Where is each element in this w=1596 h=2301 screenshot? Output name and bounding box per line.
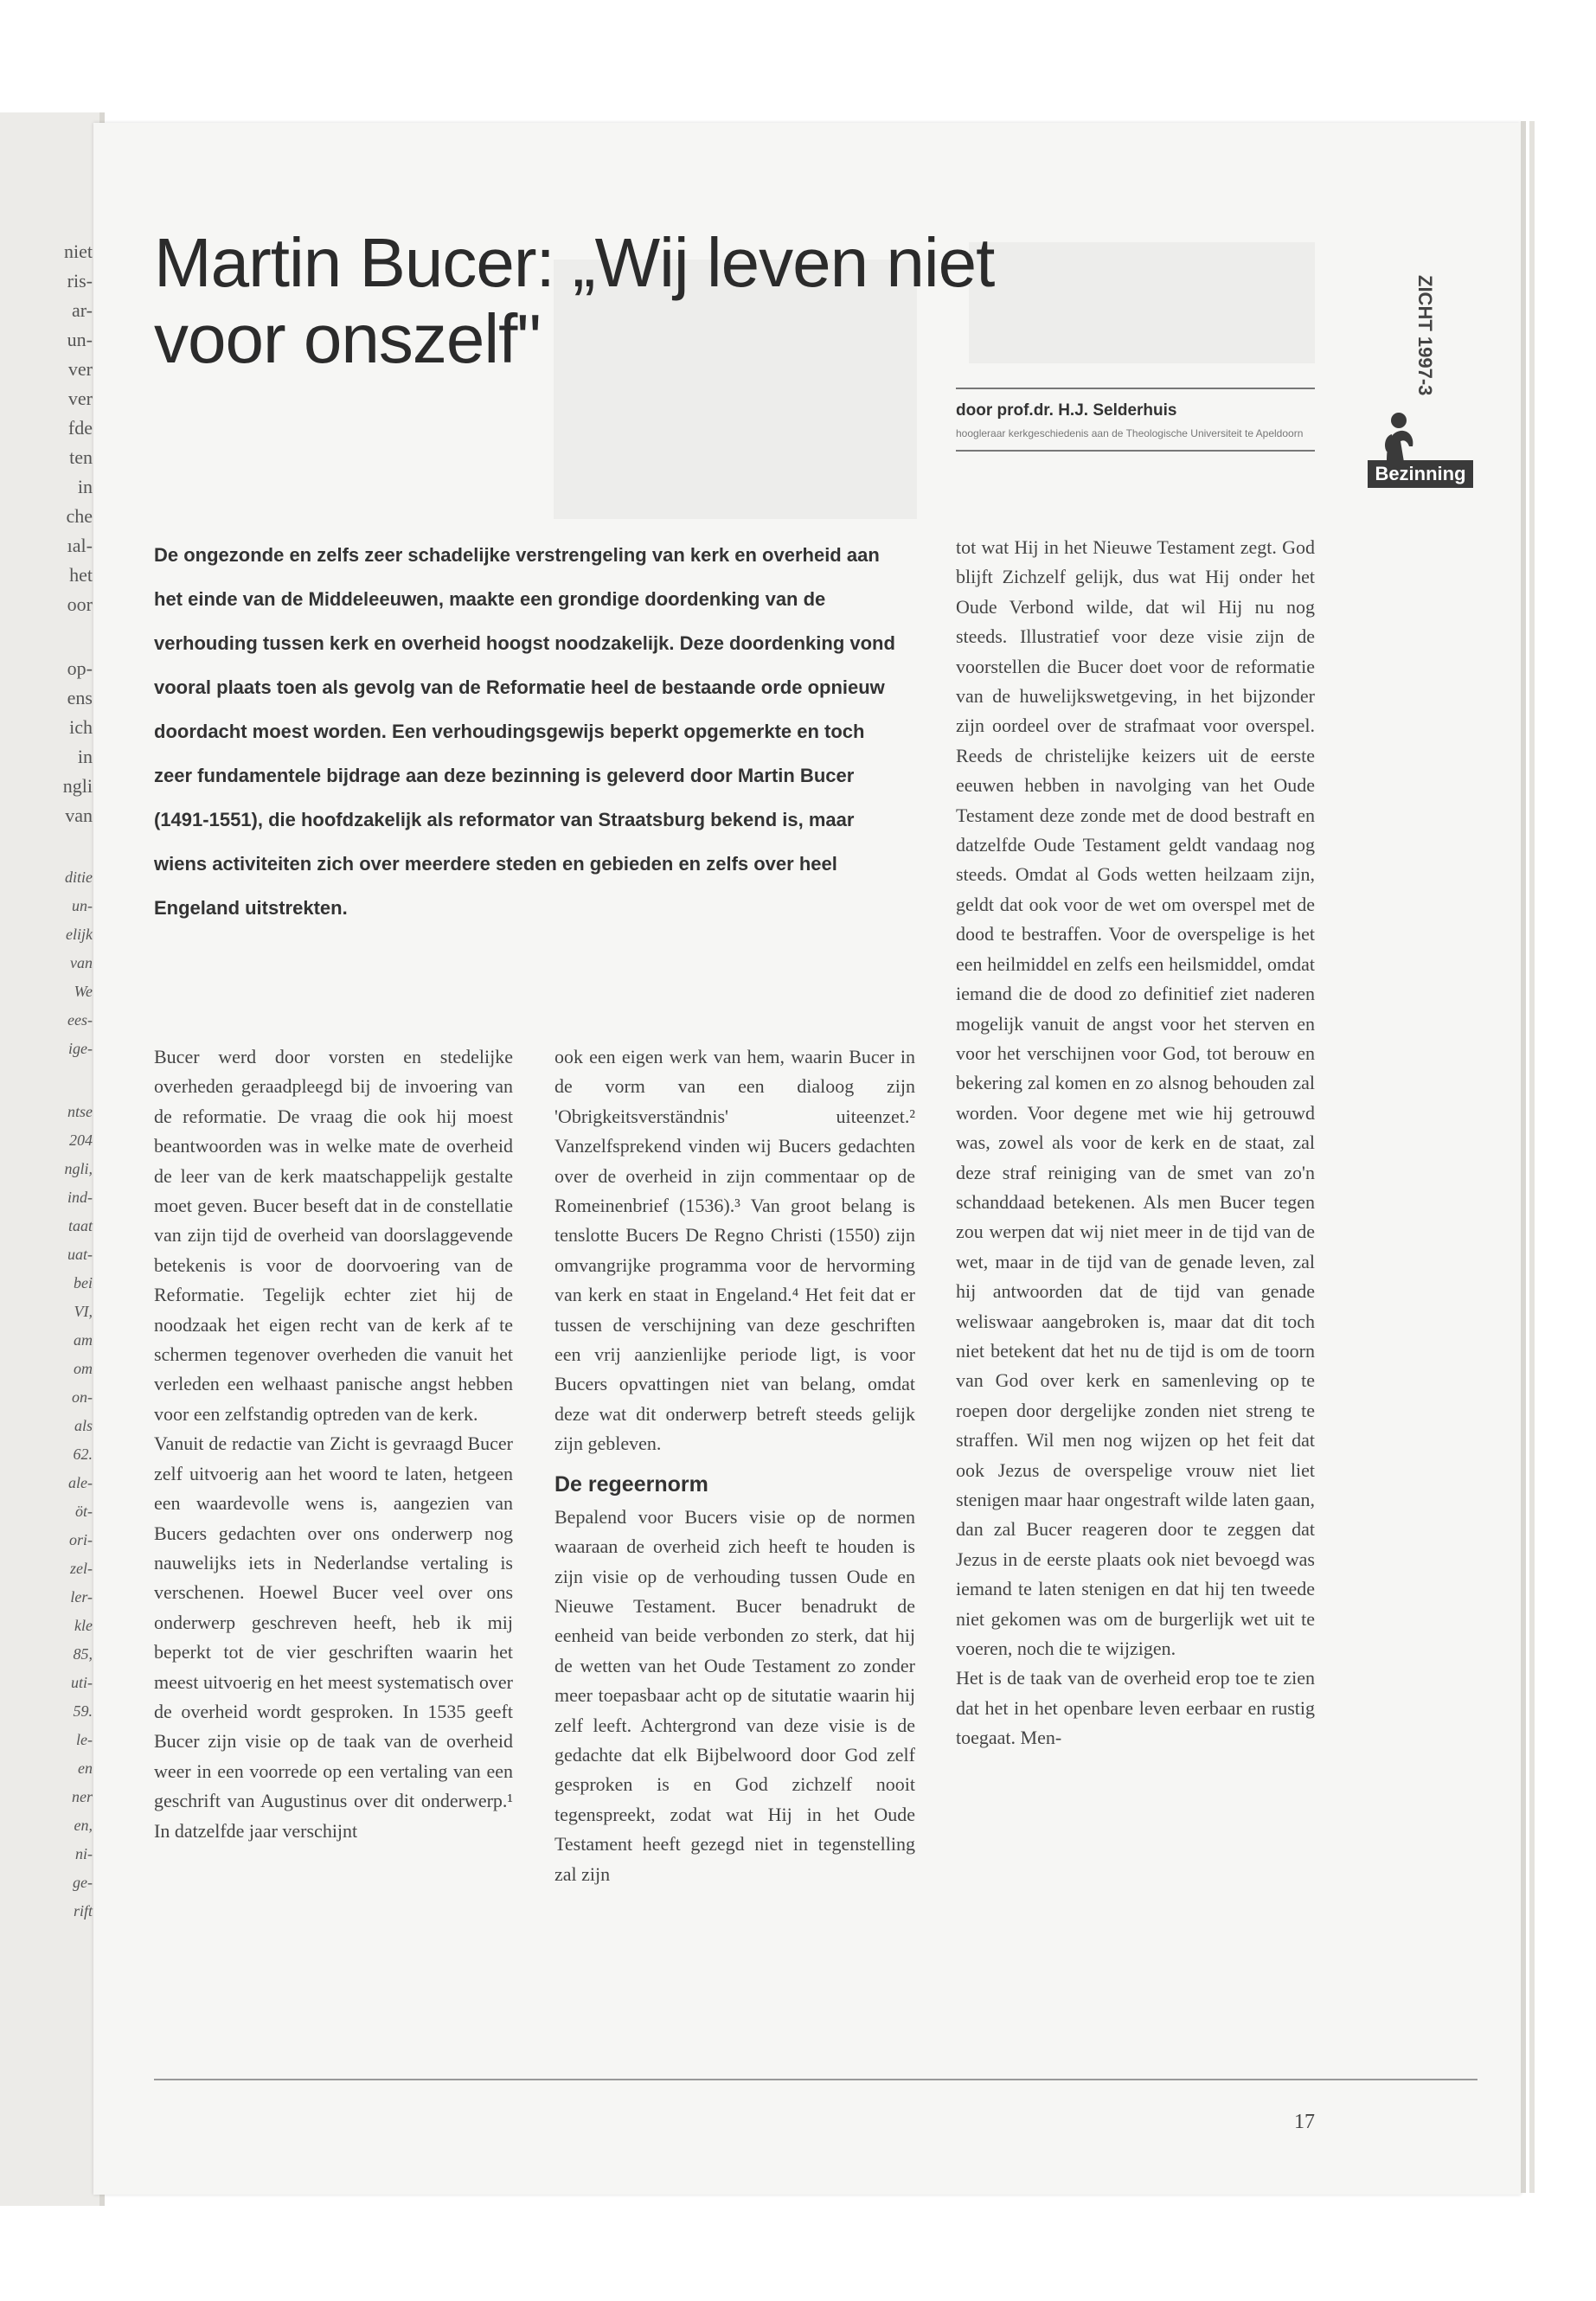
- adjacent-page-fragment: am: [74, 1331, 93, 1349]
- thinker-icon: [1375, 408, 1430, 462]
- adjacent-page-fragment: 62.: [73, 1445, 93, 1463]
- adjacent-page-fragment: che: [66, 505, 93, 527]
- adjacent-page-fragment: ge-: [73, 1874, 93, 1891]
- adjacent-page-fragment: zel-: [70, 1560, 93, 1577]
- adjacent-page-fragment: oor: [67, 593, 93, 615]
- article-title: Martin Bucer: „Wij leven niet voor onszelf": [154, 224, 995, 377]
- adjacent-page-fragment: uti-: [71, 1674, 93, 1691]
- adjacent-page-fragment: rift: [73, 1902, 93, 1920]
- adjacent-page-fragment: ten: [69, 446, 93, 468]
- adjacent-page-fragment: 85,: [73, 1645, 93, 1663]
- adjacent-page-fragment: fde: [67, 417, 93, 439]
- adjacent-page-fragment: bei: [74, 1274, 93, 1292]
- adjacent-page-fragment: uat-: [67, 1246, 93, 1263]
- body-paragraph: Bucer werd door vorsten en stedelijke overheden geraadpleegd bij de invoering van de reformatie. De vraag die ook hij moest beantwoorden was in welke mate de overheid de leer van de kerk maatschappelijk gestalte moet geven. Bucer beseft dat in de constellatie van zijn tijd de overheid van doorslaggevende betekenis is voor de doorvoering van de Reformatie. Tegelijk echter ziet hij de noodzaak het eigen recht van de kerk af te schermen tegenover overheden die vanuit het verleden een welhaast panische angst hebben voor een zelfstandig optreden van de kerk.: [154, 1046, 513, 1425]
- author: door prof.dr. H.J. Selderhuis: [956, 401, 1177, 420]
- adjacent-page-fragment: in: [77, 746, 93, 767]
- section-heading: De regeernorm: [554, 1471, 708, 1497]
- adjacent-page-fragment: ditie: [65, 868, 93, 886]
- adjacent-page-fragment: en: [78, 1759, 93, 1777]
- adjacent-page-fragment: als: [74, 1417, 93, 1434]
- author-affiliation: hoogleraar kerkgeschiedenis aan de Theologische Universiteit te Apeldoorn: [956, 427, 1304, 439]
- adjacent-page-fragment: ens: [67, 687, 93, 708]
- adjacent-page-fragment: öt-: [75, 1503, 93, 1520]
- body-paragraph: tot wat Hij in het Nieuwe Testament zegt. God blijft Zichzelf gelijk, dus wat Hij onder het Oude Verbond wilde, dat wil Hij nu nog steeds. Illustratief voor deze visie zijn de voorstellen die Bucer doet voor de reformatie van de huwelijkswetgeving, in het bijzonder zijn oordeel over de strafmaat voor overspel. Reeds de christelijke keizers uit de eerste eeuwen hebben in navolging van het Oude Testament deze zonde met de dood bestraft en datzelfde Oude Testament geldt vandaag nog steeds. Omdat al Gods wetten heilzaam zijn, geldt dat ook voor de wet om overspel met de dood te bestraffen. Voor de overspelige is het een heilmiddel en zelfs een heilsmiddel, omdat iemand die de dood zo definitief ziet naderen mogelijk vanuit de angst voor het sterven en voor het verschijnen voor God, tot berouw en bekering zal komen en zo alsnog behouden zal worden. Voor degene met wie hij getrouwd was, zowel als voor de kerk en de staat, zal deze straf reiniging van de smet van zo'n schanddaad betekenen. Als men Bucer tegen zou werpen dat wij niet meer in de tijd van de wet, maar in de tijd van de genade leven, zal hij antwoorden dat de tijd van genade weliswaar aangebroken is, maar dat dit toch niet betekent dat het nu de tijd is om de toorn van God over kerk en samenleving op te roepen door dergelijke zonden niet streng te straffen. Wil men nog wijzen op het feit dat ook Jezus de overspelige vrouw niet liet stenigen maar haar ongestraft wilde laten gaan, dan zal Bucer reageren door te zeggen dat Jezus in de eerste plaats ook niet bevoegd was iemand te laten stenigen en dat hij ten tweede niet gekomen was om de burgerlijk wet uit te voeren, noch die te wijzigen.: [956, 536, 1315, 1660]
- adjacent-page-fragment: on-: [72, 1388, 93, 1406]
- adjacent-page-fragment: taat: [67, 1217, 93, 1234]
- adjacent-page-fragment: le-: [76, 1731, 93, 1748]
- adjacent-page-fragment: niet: [64, 240, 93, 262]
- column-3: [956, 533, 1315, 1753]
- adjacent-page-fragment: van: [70, 954, 93, 971]
- adjacent-page-fragment: un-: [67, 329, 93, 350]
- adjacent-page-fragment: ver: [67, 358, 93, 380]
- adjacent-page-fragment: ıal-: [67, 535, 93, 556]
- issue-label: ZICHT 1997-3: [1414, 275, 1436, 396]
- adjacent-page-fragment: het: [69, 564, 93, 586]
- adjacent-page-fragment: ind-: [67, 1189, 93, 1206]
- adjacent-page-fragment: om: [74, 1360, 93, 1377]
- column-1: [154, 1042, 513, 1846]
- byline: [956, 388, 1315, 452]
- adjacent-page-fragment: ris-: [67, 270, 93, 292]
- section-label: Bezinning: [1368, 460, 1473, 488]
- adjacent-page-fragment: van: [65, 804, 93, 826]
- adjacent-page-fragment: ich: [69, 716, 93, 738]
- adjacent-page-fragment: elijk: [66, 926, 93, 943]
- footer-rule: [154, 2079, 1477, 2080]
- adjacent-page-fragment: in: [77, 476, 93, 497]
- adjacent-page-fragment: ori-: [69, 1531, 93, 1548]
- adjacent-page-fragment: ler-: [70, 1588, 93, 1606]
- adjacent-page-fragment: ige-: [68, 1040, 93, 1057]
- adjacent-page-fragment: op-: [67, 657, 93, 679]
- page-number: 17: [1294, 2111, 1315, 2133]
- section-badge: [1368, 408, 1473, 488]
- body-paragraph: Het is de taak van de overheid erop toe te zien dat het in het openbare leven eerbaar en rustig toegaat. Men-: [956, 1667, 1315, 1749]
- adjacent-page-fragment: ver: [67, 388, 93, 409]
- adjacent-page-fragment: kle: [74, 1617, 93, 1634]
- adjacent-page-fragment: ni-: [75, 1845, 93, 1862]
- adjacent-page-fragment: ngli: [62, 775, 93, 797]
- adjacent-page-fragment: ar-: [72, 299, 93, 321]
- body-paragraph: Bepalend voor Bucers visie op de normen waaraan de overheid zich heeft te houden is zijn visie op de verhouding tussen Oude en Nieuwe Testament. Bucer benadrukt de eenheid van beide verbonden zo sterk, dat hij de wetten van het Oude Testament zo zonder meer toepasbaar acht op de situtatie waarin hij zelf leeft. Achtergrond van deze visie is de gedachte dat elk Bijbelwoord door God zelf gesproken is en God zichzelf nooit tegenspreekt, zodat wat Hij in het Oude Testament heeft gezegd niet in tegenstelling zal zijn: [554, 1505, 915, 1885]
- adjacent-page-fragment: ees-: [67, 1011, 93, 1029]
- adjacent-page-fragment: We: [74, 983, 93, 1000]
- adjacent-page-fragment: ntse: [67, 1103, 93, 1120]
- adjacent-page-fragment: un-: [72, 897, 93, 914]
- lead-paragraph: De ongezonde en zelfs zeer schadelijke verstrengeling van kerk en overheid aan het einde van de Middeleeuwen, maakte een grondige doordenking van de verhouding tussen kerk en overheid hoogst noodzakelijk. Deze doordenking vond vooral plaats toen als gevolg van de Reformatie heel de bestaande orde opnieuw doordacht moest worden. Een verhoudingsgewijs beperkt opgemerkte en toch zeer fundamentele bijdrage aan deze bezinning is geleverd door Martin Bucer (1491-1551), die hoofdzakelijk als reformator van Straatsburg bekend is, maar wiens activiteiten zich over meerdere steden en gebieden en zelfs over heel Engeland uitstrekten.: [154, 544, 895, 919]
- adjacent-page-fragment: ner: [72, 1788, 93, 1805]
- adjacent-page: [0, 112, 105, 2206]
- body-paragraph: Vanuit de redactie van Zicht is gevraagd Bucer zelf uitvoerig aan het woord te laten, hetgeen een waardevolle wens is, aangezien van Bucers gedachten over ons onderwerp nog nauwelijks iets in Nederlandse vertaling is verschenen. Hoewel Bucer veel over ons onderwerp geschreven heeft, heb ik mij beperkt tot de vier geschriften waarin het meest uitvoerig en het meest systematisch over de overheid wordt gesproken. In 1535 geeft Bucer zijn visie op de taak van de overheid weer in een voorrede op een vertaling van een geschrift van Augustinus over dit onderwerp.¹ In datzelfde jaar verschijnt: [154, 1433, 513, 1842]
- adjacent-page-fragment: ngli,: [64, 1160, 93, 1177]
- column-2: [554, 1042, 915, 1889]
- page-edge: [1529, 121, 1535, 2193]
- adjacent-page-fragment: 59.: [73, 1702, 93, 1720]
- adjacent-page-fragment: ale-: [68, 1474, 93, 1491]
- body-paragraph: ook een eigen werk van hem, waarin Bucer in de vorm van een dialoog zijn 'Obrigkeitsverständnis' uiteenzet.² Vanzelfsprekend vinden wij Bucers gedachten over de overheid in zijn commentaar op de Romeinenbrief (1536).³ Van groot belang is tenslotte Bucers De Regno Christi (1550) zijn omvangrijke programma voor de hervorming van kerk en staat in Engeland.⁴ Het feit dat er tussen de verschijning van deze geschriften een vrij aanzienlijke periode ligt, is voor Bucers opvattingen niet van belang, omdat deze wat dit onderwerp betreft steeds gelijk zijn gebleven.: [554, 1046, 915, 1455]
- page-edge: [1521, 121, 1526, 2193]
- adjacent-page-fragment: en,: [74, 1817, 93, 1834]
- adjacent-page-fragment: 204: [69, 1131, 93, 1149]
- adjacent-page-fragment: VI,: [74, 1303, 93, 1320]
